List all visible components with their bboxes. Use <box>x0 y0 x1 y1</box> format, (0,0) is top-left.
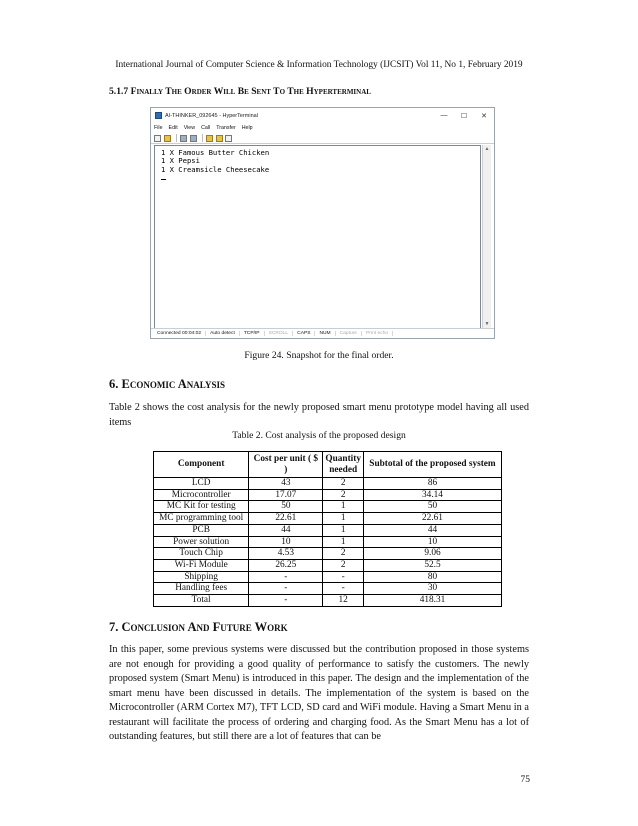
table-cell: 34.14 <box>364 489 502 501</box>
table-cell: Wi-Fi Module <box>154 559 249 571</box>
section-number: 7. <box>109 620 119 634</box>
table-body <box>154 478 502 607</box>
table-row <box>154 559 502 571</box>
table-cell: 80 <box>364 571 502 583</box>
table-row <box>154 595 502 607</box>
table-cell: MC programming tool <box>154 513 249 525</box>
table-row <box>154 489 502 501</box>
menu-transfer[interactable]: Transfer <box>216 125 236 131</box>
table-header-row <box>154 452 502 478</box>
hyperterminal-screenshot <box>150 107 495 339</box>
page-number: 75 <box>520 775 530 785</box>
table-cell: 1 <box>323 536 364 548</box>
table-cell: 9.06 <box>364 548 502 560</box>
table-cell: Total <box>154 595 249 607</box>
table-cell: - <box>249 595 323 607</box>
column-header: Subtotal of the proposed system <box>364 452 502 478</box>
connect-icon[interactable] <box>180 135 187 142</box>
table-cell: 44 <box>364 524 502 536</box>
table-cell: - <box>323 571 364 583</box>
status-capture: Capture <box>336 331 362 336</box>
table-cell: 1 <box>323 501 364 513</box>
table-row <box>154 501 502 513</box>
section-title: Conclusion And Future Work <box>121 620 288 634</box>
status-caps: CAPS <box>293 331 315 336</box>
table-row <box>154 536 502 548</box>
section-number: 5.1.7 <box>109 86 129 97</box>
table-cell: LCD <box>154 478 249 490</box>
menu-file[interactable]: File <box>154 125 163 131</box>
table-cell: Power solution <box>154 536 249 548</box>
hyperterminal-app-icon <box>155 112 162 119</box>
table-cell: 26.25 <box>249 559 323 571</box>
table-row <box>154 548 502 560</box>
table-cell: MC Kit for testing <box>154 501 249 513</box>
table-cell: 50 <box>364 501 502 513</box>
section-7-paragraph: In this paper, some previous systems were discussed but the contribution proposed in those systems are not enough for providing a good quality of performance to satisfy the customers. The newly proposed system (Smart Menu) is introduced in this paper. The design and the implementation of the smart menu have been discussed in details. The implementation of the system is based on the Microcontroller (ARM Cortex M7), TFT LCD, SD card and WiFi module. Having a Smart Menu in a restaurant will facilitate the process of ordering and charging food. As the Smart Menu has a lot of outstanding features, but still there are a lot of features that can be <box>109 644 529 742</box>
menu-bar <box>151 123 494 133</box>
table-cell: - <box>323 583 364 595</box>
scroll-down-arrow-icon[interactable]: ▼ <box>484 321 490 327</box>
table-row <box>154 513 502 525</box>
terminal-line: 1 X Pepsi <box>161 156 200 166</box>
table-cell: 22.61 <box>249 513 323 525</box>
table-cell: 2 <box>323 489 364 501</box>
table-cell: 2 <box>323 548 364 560</box>
table-row <box>154 524 502 536</box>
text-cursor <box>161 179 166 180</box>
table-cell: 418.31 <box>364 595 502 607</box>
table-cell: 50 <box>249 501 323 513</box>
menu-edit[interactable]: Edit <box>168 125 178 131</box>
menu-view[interactable]: View <box>183 125 196 131</box>
table-row <box>154 478 502 490</box>
section-heading-5-1-7 <box>109 86 371 97</box>
open-folder-icon[interactable] <box>164 135 171 142</box>
terminal-line: 1 X Creamsicle Cheesecake <box>161 164 270 174</box>
window-title: AI-THINKER_092645 - HyperTerminal <box>165 112 258 119</box>
table-cell: - <box>249 583 323 595</box>
table-cell: Microcontroller <box>154 489 249 501</box>
table-cell: 43 <box>249 478 323 490</box>
terminal-output[interactable] <box>154 145 481 329</box>
terminal-line: 1 X Famous Butter Chicken <box>161 148 270 157</box>
scroll-up-arrow-icon[interactable]: ▲ <box>484 146 490 152</box>
table-cell: 4.53 <box>249 548 323 560</box>
new-connection-icon[interactable] <box>154 135 161 142</box>
table-cell: 52.5 <box>364 559 502 571</box>
table-cell: 17.07 <box>249 489 323 501</box>
column-header: Quantity needed <box>323 452 364 478</box>
status-protocol: TCP/IP <box>240 331 265 336</box>
column-header: Component <box>154 452 249 478</box>
journal-header: International Journal of Computer Science & Information Technology (IJCSIT) Vol 11, No 1, February 2019 <box>115 60 523 70</box>
table-row <box>154 583 502 595</box>
table-cell: - <box>249 571 323 583</box>
section-heading-6 <box>109 377 225 392</box>
section-heading-7 <box>109 620 288 635</box>
table-cell: 1 <box>323 513 364 525</box>
table-cell: 10 <box>249 536 323 548</box>
table-cell: Touch Chip <box>154 548 249 560</box>
table-cell: 30 <box>364 583 502 595</box>
maximize-icon[interactable]: ☐ <box>460 112 468 120</box>
status-num: NUM <box>315 331 335 336</box>
section-6-paragraph: Table 2 shows the cost analysis for the newly proposed smart menu prototype model having all used items <box>109 402 529 428</box>
status-bar <box>151 328 494 338</box>
table-cell: 2 <box>323 478 364 490</box>
section-number: 6. <box>109 377 119 391</box>
window-titlebar <box>151 108 494 123</box>
column-header: Cost per unit ( $ ) <box>249 452 323 478</box>
table-cell: PCB <box>154 524 249 536</box>
section-title: Economic Analysis <box>121 377 225 391</box>
table-cell: Shipping <box>154 571 249 583</box>
table-cell: 22.61 <box>364 513 502 525</box>
table-cell: 44 <box>249 524 323 536</box>
menu-call[interactable]: Call <box>201 125 211 131</box>
section-title: Finally The Order Will Be Sent To The Hyperterminal <box>130 86 371 97</box>
receive-file-icon[interactable] <box>216 135 223 142</box>
table-cell: 10 <box>364 536 502 548</box>
minimize-icon[interactable]: — <box>440 112 448 119</box>
table-row <box>154 571 502 583</box>
table-cell: 1 <box>323 524 364 536</box>
menu-help[interactable]: Help <box>241 125 253 131</box>
send-file-icon[interactable] <box>206 135 213 142</box>
toolbar-divider <box>176 134 177 142</box>
cost-analysis-table <box>153 451 502 607</box>
status-connected: Connected 00:04:02 <box>153 331 206 336</box>
toolbar <box>151 133 494 144</box>
table-cell: Handling fees <box>154 583 249 595</box>
toolbar-divider <box>202 134 203 142</box>
status-detect: Auto detect <box>206 331 240 336</box>
disconnect-icon[interactable] <box>190 135 197 142</box>
properties-icon[interactable] <box>225 135 232 142</box>
status-scroll: SCROLL <box>265 331 294 336</box>
close-icon[interactable]: ✕ <box>481 112 487 120</box>
vertical-scrollbar[interactable] <box>482 145 491 329</box>
table-cell: 2 <box>323 559 364 571</box>
table-cell: 12 <box>323 595 364 607</box>
figure-caption: Figure 24. Snapshot for the final order. <box>244 350 394 361</box>
status-print-echo: Print echo <box>362 331 393 336</box>
table-caption: Table 2. Cost analysis of the proposed design <box>232 430 406 441</box>
table-cell: 86 <box>364 478 502 490</box>
